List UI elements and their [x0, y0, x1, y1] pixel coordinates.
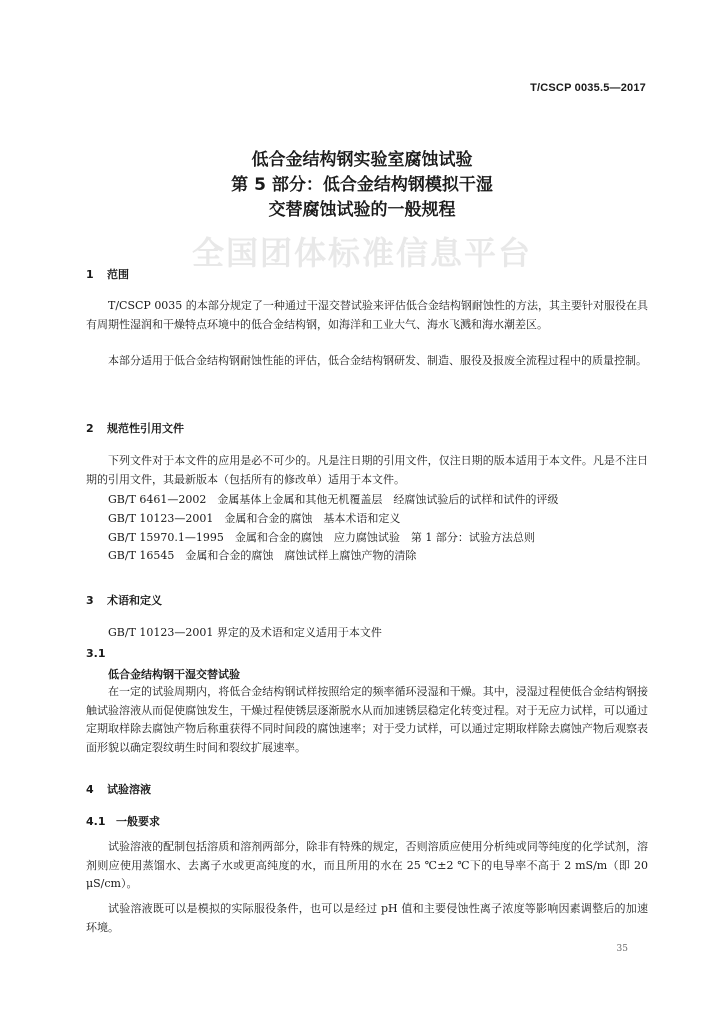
watermark: 全国团体标准信息平台	[191, 234, 532, 272]
section-4-heading	[86, 781, 151, 797]
section-4-paragraph-2: 试验溶液既可以是模拟的实际服役条件，也可以是经过 pH 值和主要侵蚀性离子浓度等影响因素调整后的加速环境。	[86, 902, 648, 934]
section-title: 试验溶液	[107, 783, 151, 796]
section-1-heading	[86, 266, 129, 282]
page-number: 35	[616, 944, 628, 954]
section-number: 3	[86, 594, 94, 607]
subsection-4-1-heading	[86, 813, 160, 829]
section-title: 术语和定义	[107, 594, 162, 607]
term-number: 3.1	[86, 647, 106, 660]
subsection-number: 4.1	[86, 815, 106, 828]
term-definition: 在一定的试验周期内，将低合金结构钢试样按照给定的频率循环浸湿和干燥。其中，浸湿过程使低合金结构钢接触试验溶液从而促使腐蚀发生，干燥过程使锈层逐渐脱水从而加速锈层稳定化转变过程。对于无应力试样，可以通过定期取样除去腐蚀产物后称重获得不同时间段的腐蚀速率；对于受力试样，可以通过定期取样除去腐蚀产物后观察表面形貌以确定裂纹萌生时间和裂纹扩展速率。	[86, 685, 648, 754]
section-number: 4	[86, 783, 94, 796]
section-2-heading	[86, 420, 184, 436]
subsection-title: 一般要求	[116, 815, 160, 828]
title-line-3: 交替腐蚀试验的一般规程	[268, 200, 456, 220]
standard-number: T/CSCP 0035.5—2017	[530, 82, 646, 94]
section-title: 规范性引用文件	[107, 422, 184, 435]
title-line-1: 低合金结构钢实验室腐蚀试验	[251, 150, 473, 170]
reference-item: GB/T 16545 金属和合金的腐蚀 腐蚀试样上腐蚀产物的清除	[108, 549, 417, 562]
reference-item: GB/T 15970.1—1995 金属和合金的腐蚀 应力腐蚀试验 第 1 部分：试验方法总则	[108, 531, 535, 544]
title-line-2: 第 5 部分：低合金结构钢模拟干湿	[231, 175, 493, 195]
term-name: 低合金结构钢干湿交替试验	[108, 668, 240, 681]
section-2-paragraph-1: 下列文件对于本文件的应用是必不可少的。凡是注日期的引用文件，仅注日期的版本适用于本文件。凡是不注日期的引用文件，其最新版本（包括所有的修改单）适用于本文件。	[86, 454, 648, 486]
reference-item: GB/T 6461—2002 金属基体上金属和其他无机覆盖层 经腐蚀试验后的试样和试件的评级	[108, 493, 559, 506]
section-title: 范围	[107, 268, 129, 281]
section-number: 2	[86, 422, 94, 435]
section-4-paragraph-1: 试验溶液的配制包括溶质和溶剂两部分，除非有特殊的规定，否则溶质应使用分析纯或同等纯度的化学试剂，溶剂则应使用蒸馏水、去离子水或更高纯度的水，而且所用的水在 25 ℃±2 ℃下的电导率不高于 2 mS/m（即 20 μS/cm）。	[86, 840, 648, 890]
section-number: 1	[86, 268, 94, 281]
section-1-paragraph-2: 本部分适用于低合金结构钢耐蚀性能的评估，低合金结构钢研发、制造、服役及报废全流程过程中的质量控制。	[108, 354, 647, 367]
reference-item: GB/T 10123—2001 金属和合金的腐蚀 基本术语和定义	[108, 512, 401, 525]
document-title	[0, 148, 724, 223]
section-3-paragraph-1: GB/T 10123—2001 界定的及术语和定义适用于本文件	[108, 626, 382, 639]
section-3-heading	[86, 592, 162, 608]
section-1-paragraph-1: T/CSCP 0035 的本部分规定了一种通过干湿交替试验来评估低合金结构钢耐蚀性的方法，其主要针对服役在具有周期性湿润和干燥特点环境中的低合金结构钢，如海洋和工业大气、海水飞溅和海水潮差区。	[86, 299, 648, 331]
